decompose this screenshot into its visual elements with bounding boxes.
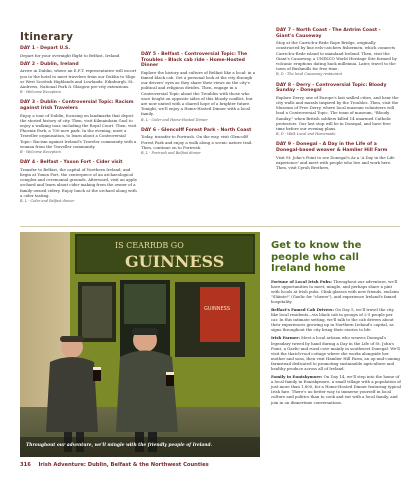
day-text: Arrive in Dublin, where an E.F.T. representative will escort you to the hotel to meet travelers from our Dublin to Sligo or West Scottish Highlands and Lowlands: Edinburgh, St. Andrews, National Park & Glasgow pre-city extensions.	[20, 68, 137, 89]
day-block	[20, 62, 138, 96]
day-block	[276, 28, 400, 78]
pub-photo-illustration	[20, 232, 260, 457]
day-heading: DAY 3 - Dublin - Controversial Topic: Racism against Irish Travelers	[20, 100, 134, 111]
article-paragraph	[271, 279, 401, 304]
article-title: Get to know the people who call Ireland home	[271, 240, 362, 274]
pub-sign-line-2: GUINNESS	[125, 252, 225, 271]
day-credit: B - Welcome Reception	[20, 150, 61, 155]
article-paragraph	[271, 335, 401, 371]
day-text: Stop at the Carrick-a-Rede Rope Bridge, originally constructed by line eels-catchers fishermen, which connects Carrick-a-Rede island to mainland Ireland. Then, visit the Giant's Causeway, a UNESCO World Heritage Site formed by volcanic eruptions dating back millennia. Later, travel to the town of Bushmills for free time.	[276, 40, 397, 72]
day-text: Visit St. John's Point to see Donegal's Ar a 'A Day in the Life experience' and meet with people who live and work here. Then, visit Cyrah Brothers,	[276, 154, 395, 171]
article-paragraph	[271, 307, 401, 332]
day-block	[141, 128, 259, 156]
day-block	[20, 100, 138, 155]
paragraph-lead: Fortune of Local Irish Pubs:	[271, 278, 332, 284]
day-heading: DAY 8 - Derry - Controversial Topic: Bloody Sunday - Donegal	[276, 82, 387, 94]
day-heading: DAY 5 - Belfast - Controversial Topic: The Troubles - Black cab ride - Home-Hosted Dinner	[141, 52, 248, 69]
day-credit: B, D - The local Causeway restaurant	[276, 72, 343, 77]
paragraph-lead: Irish Farmer:	[271, 335, 300, 341]
day-text: Explore Derry, one of Europe's last walled cities, and hear the city walls and murals inspired by the Troubles. Then, visit the Museum of Free Derry, where local museum volunteers will lead a Controversial Topic. The team of museum, "Bloody Sunday," when British soldiers killed 14 unarmed Catholic protestors. Our last stop will be in Donegal, and have free time before our evening plans.	[276, 94, 399, 132]
paragraph-lead: Belfast's Famed Cab Drivers:	[271, 306, 334, 312]
day-credit: B, L - Cider and Home-Hosted Dinner	[141, 117, 208, 122]
article-paragraph	[271, 374, 401, 405]
day-text: Explore the history and culture of Belfast like a local: in a famed black cab. Get a personal look at the city through our drivers' eyes as they share their views on the city's political and religious divides. Then, engage in a Controversial Topic about the Troubles with those who once fought on opposite sides of this bloody conflict, but are now united with a shared hope of a brighter future. Tonight, we'll enjoy a Home-Hosted Dinner with a local family.	[141, 69, 256, 117]
day-block	[20, 46, 138, 58]
day-text: Transfer to Belfast, the capital of Northern Ireland, and begin at Yoxon Fort, the centerpiece of an archaeological complex and ceremonial grounds. Afterward, visit an apple orchard and learn about cider making from the owner of a family-owned cidery. Enjoy lunch at the orchard along with a cider tasting.	[20, 166, 137, 198]
day-text: Today, transfer to Portrush. On the way, visit Glencolff Forest Park and enjoy a walk along a scenic nature trail. Then, continue on to Portrush.	[141, 134, 253, 150]
poster-text: GUINNESS	[204, 306, 230, 312]
day-heading: DAY 7 - North Coast - The Antrim Coast - Giant's Causeway	[276, 28, 381, 39]
itinerary-column-1	[20, 46, 138, 209]
paragraph-text: Meet a local artisan who weaves Donegal's legendary tweed by hand during a Day in the Life of St. John's Point, a Gaelic-and rural cove mainly in southwest Donegal. We'll visit the thatch-roof cottage where she works alongside her mother and sons, then visit Hamlier Hill Farm, an up-and-coming farmstead dedicated to promoting sustainable agriculture and healthy produce across all of Ireland.	[271, 335, 400, 371]
page-footer	[20, 462, 400, 468]
running-head: Irish Adventure: Dublin, Belfast & the Northwest Counties	[38, 462, 209, 468]
day-credit: B, L - Portrush and Belfast dinner	[141, 151, 201, 156]
day-text: Depart for your overnight flight to Belfast, Ireland	[20, 52, 120, 58]
day-heading: DAY 9 - Donegal - A Day in the Life of a Donegal-based weaver & Hamlier Hill Farm	[276, 142, 388, 154]
photo-caption: Throughout our adventure, we'll mingle with the friendly people of Ireland.	[26, 443, 213, 448]
day-heading: DAY 6 - Glencolff Forest Park - North Coast	[141, 127, 252, 133]
section-divider	[20, 226, 400, 227]
day-credit: B - Welcome Reception	[20, 90, 61, 95]
day-heading: DAY 4 - Belfast - Yaxon Fort - Cider visit	[20, 160, 123, 166]
day-heading: DAY 1 - Depart U.S.	[20, 46, 71, 51]
day-block	[141, 52, 259, 123]
day-block	[276, 142, 400, 170]
day-credit: B, D - Walk Local and Homemade	[276, 132, 336, 137]
paragraph-lead: Family in Enniskymore:	[271, 374, 323, 380]
paragraph-text: On Day 14, we'll step into the home of a local family in Enniskymore, a small village with a population of just more than 1,800, for a Home-Hosted Dinner featuring typical Irish fare. There's no better way to immerse yourself in local culture and politics than to cook and eat with a local family, and join in on dinnertime conversations.	[271, 374, 401, 405]
paragraph-text: Throughout our adventure, we'll have opportunities to meet, mingle, and perhaps share a pint with locals at Irish pubs. Clink glasses with new friends, exclaim "Sláinte!" (Gaelic for "cheers"), and experience Ireland's famed hospitality.	[271, 278, 399, 304]
itinerary-column-3	[276, 28, 400, 174]
pub-photo	[20, 232, 260, 457]
day-heading: DAY 2 - Dublin, Ireland	[20, 61, 79, 67]
day-block	[276, 83, 400, 138]
day-credit: B, L - Cider and Belfast dinner	[20, 199, 75, 204]
day-text: Enjoy a tour of Dublin, focusing on landmarks that depict the storied history of city. Then, visit Kilmainham Gaol to enjoy a walking tour, including the Royal Court. Then, visit Phoenix Park, a 700-acre park. In the evening, meet a Traveller organisation, to learn about a Controversial Topic: Racism against Ireland's Traveler community with a woman from the Traveller community.	[20, 112, 137, 149]
itinerary-title: Itinerary	[20, 31, 74, 43]
itinerary-column-2	[141, 28, 259, 161]
pub-sign-line-1: IS CEARRDB GO	[115, 241, 184, 250]
paragraph-text: On Day 5, we'll travel the city like local residents—via black cab in groups of 2-5 people per car. In this intimate setting, we'll talk to the cab drivers about their experiences growing up in Northern Ireland's capital, as signs throughout the city bring their stories to life.	[271, 306, 394, 333]
people-article	[271, 240, 401, 408]
day-block	[20, 160, 138, 204]
page-number: 316	[20, 462, 31, 468]
